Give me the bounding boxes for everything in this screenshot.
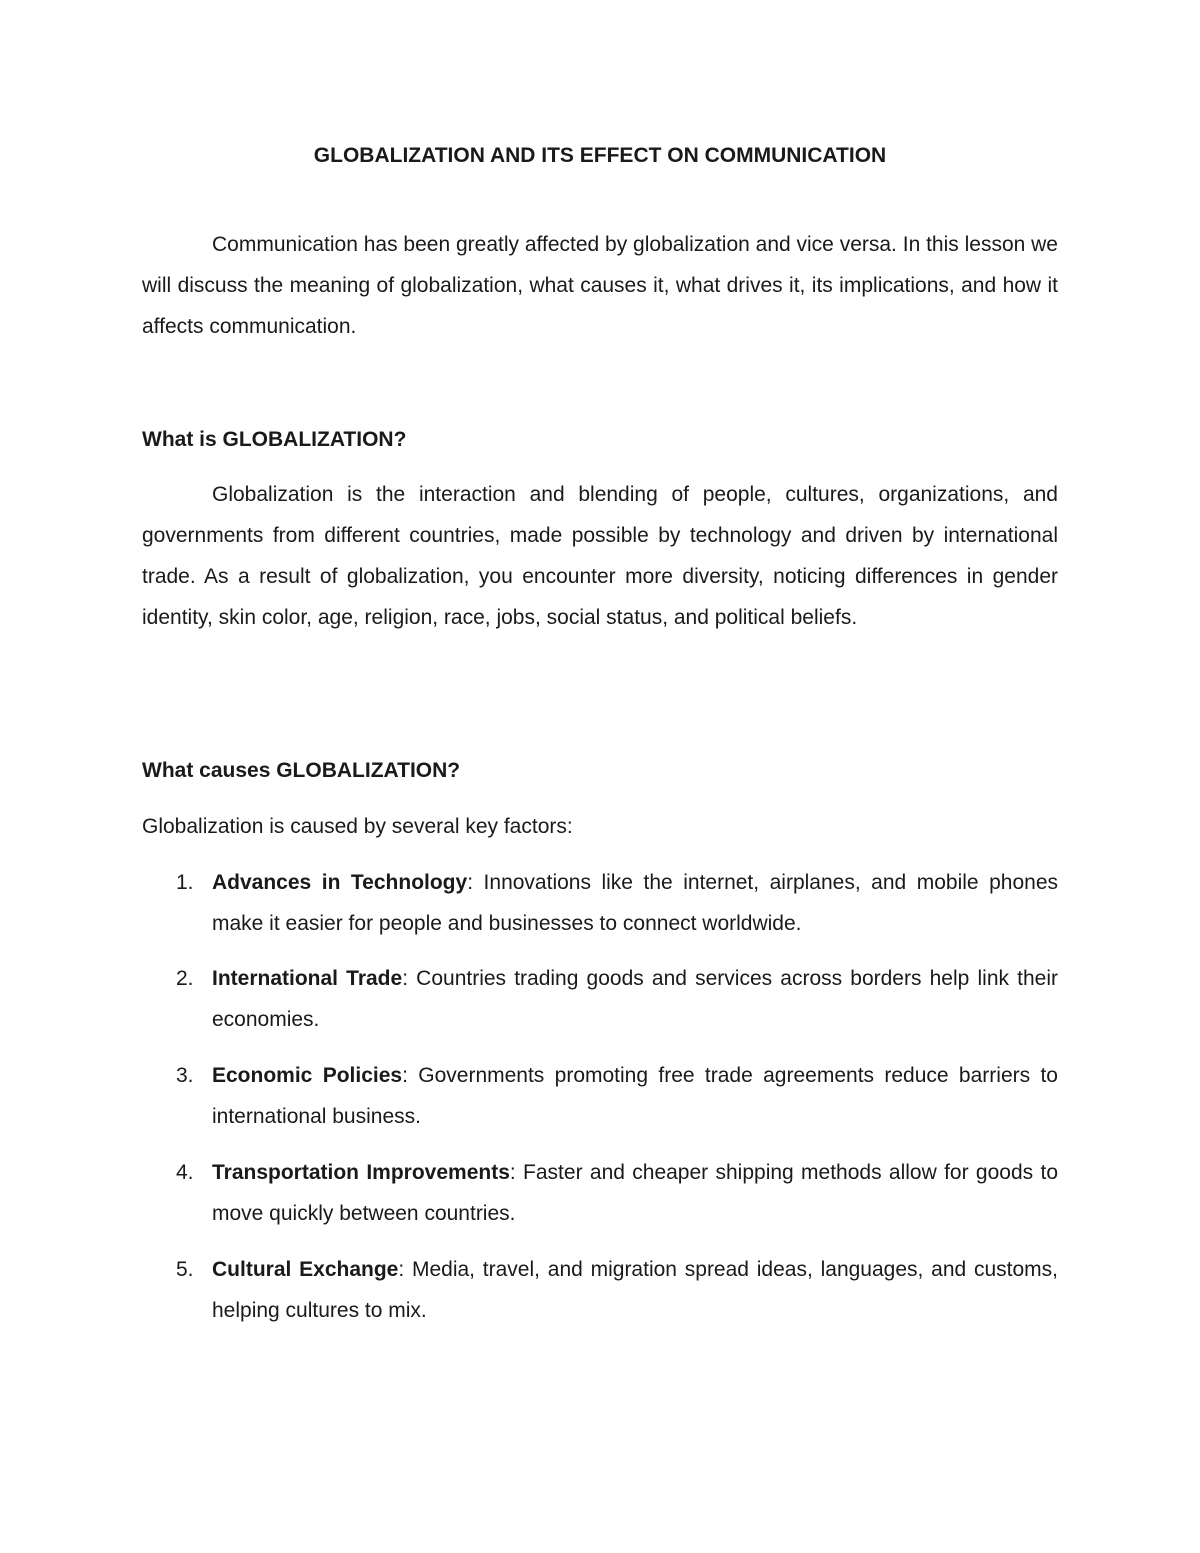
list-item [142,1249,1058,1331]
intro-paragraph: Communication has been greatly affected by globalization and vice versa. In this lesson we will discuss the meaning of globalization, what causes it, what drives it, its implications, and how it affects communication. [142,233,1058,338]
list-item [142,958,1058,1040]
section-heading-causes: What causes GLOBALIZATION? [142,759,461,782]
list-item [142,1152,1058,1234]
list-item-body [212,1152,1058,1234]
list-item-term: Advances in Technology [212,871,468,894]
section-heading-what-is: What is GLOBALIZATION? [142,428,407,451]
list-item [142,1055,1058,1137]
list-item-body [212,958,1058,1040]
list-item-term: Economic Policies [212,1064,403,1087]
list-item-description: : Faster and cheaper shipping methods allow for goods to move quickly between countries. [212,1161,1058,1225]
document-title: GLOBALIZATION AND ITS EFFECT ON COMMUNICATION [313,144,887,167]
list-item-term: Transportation Improvements [212,1161,510,1184]
list-item-number: 5. [176,1258,194,1281]
list-item-body [212,1055,1058,1137]
causes-lead-text: Globalization is caused by several key factors: [142,815,573,838]
list-item-term: International Trade [212,967,403,990]
list-item-number: 2. [176,967,194,990]
list-item-number: 4. [176,1161,194,1184]
list-item-number: 1. [176,871,194,894]
list-item-description: : Media, travel, and migration spread ideas, languages, and customs, helping cultures to mix. [212,1258,1058,1322]
list-item-description: : Innovations like the internet, airplanes, and mobile phones make it easier for people and businesses to connect worldwide. [212,871,1059,935]
list-item-term: Cultural Exchange [212,1258,399,1281]
list-item-number: 3. [176,1064,194,1087]
list-item-body [212,1249,1058,1331]
list-item-description: : Countries trading goods and services across borders help link their economies. [212,967,1058,1031]
list-item [142,862,1058,944]
definition-paragraph: Globalization is the interaction and blending of people, cultures, organizations, and governments from different countries, made possible by technology and driven by international trade. As a result of globalization, you encounter more diversity, noticing differences in gender identity, skin color, age, religion, race, jobs, social status, and political beliefs. [142,483,1058,629]
list-item-body [212,862,1058,944]
list-item-description: : Governments promoting free trade agreements reduce barriers to international business. [212,1064,1058,1128]
